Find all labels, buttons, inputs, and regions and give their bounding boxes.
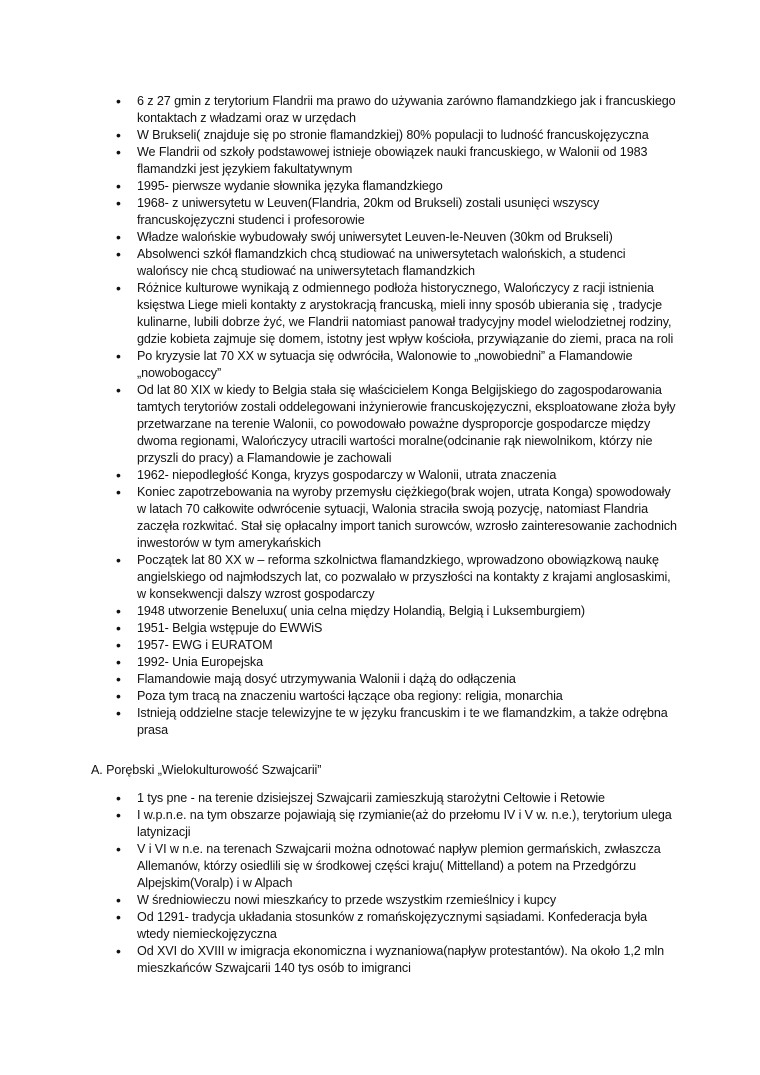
list-item: • Początek lat 80 XX w – reforma szkolnictwa flamandzkiego, wprowadzono obowiązkową naukę angielskiego od najmłodszych lat, co pozwalało w przyszłości na kontakty z krajami anglosaskimi, w konsekwencji dalszy wzrost gospodarczy <box>137 552 677 603</box>
list-item: • Istnieją oddzielne stacje telewizyjne te w języku francuskim i te we flamandzkim, a także odrębna prasa <box>137 705 677 739</box>
list-item: • Od lat 80 XIX w kiedy to Belgia stała się właścicielem Konga Belgijskiego do zagospodarowania tamtych terytoriów zostali oddelegowani inżynierowie francuskojęzyczni, eksploatowane złoża były przetwarzane na terenie Walonii, co powodowało poważne dysproporcje gospodarcze między dwoma regionami, Walończycy utracili wartości moralne(odcinanie rąk niewolnikom, którzy nie przyszli do pracy) a Flamandowie je zachowali <box>137 382 677 467</box>
list-item: • Absolwenci szkół flamandzkich chcą studiować na uniwersytetach walońskich, a studenci walońscy nie chcą studiować na uniwersytetach flamandzkich <box>137 246 677 280</box>
switzerland-bullet-list <box>137 790 677 977</box>
list-item: • Flamandowie mają dosyć utrzymywania Walonii i dążą do odłączenia <box>137 671 677 688</box>
belgium-bullet-list <box>137 93 677 739</box>
list-item: • 1962- niepodległość Konga, kryzys gospodarczy w Walonii, utrata znaczenia <box>137 467 677 484</box>
list-item: • Poza tym tracą na znaczeniu wartości łączące oba regiony: religia, monarchia <box>137 688 677 705</box>
section-heading: A. Porębski „Wielokulturowość Szwajcarii” <box>91 763 322 777</box>
list-item: • Od XVI do XVIII w imigracja ekonomiczna i wyznaniowa(napływ protestantów). Na około 1,2 mln mieszkańców Szwajcarii 140 tys osób to imigranci <box>137 943 677 977</box>
list-item: • Władze walońskie wybudowały swój uniwersytet Leuven-le-Neuven (30km od Brukseli) <box>137 229 677 246</box>
list-item: • Po kryzysie lat 70 XX w sytuacja się odwróciła, Walonowie to „nowobiedni” a Flamandowie „nowobogaccy” <box>137 348 677 382</box>
list-item: • 1995- pierwsze wydanie słownika języka flamandzkiego <box>137 178 677 195</box>
list-item: • 1951- Belgia wstępuje do EWWiS <box>137 620 677 637</box>
list-item: • Różnice kulturowe wynikają z odmiennego podłoża historycznego, Walończycy z racji istnienia księstwa Liege mieli kontakty z arystokracją francuską, mieli inny sposób ubierania się , tradycje kulinarne, lubili dobrze żyć, we Flandrii natomiast panował tradycyjny model wielodzietnej rodziny, gdzie kobieta zajmuje się domem, istotny jest wpływ kościoła, przywiązanie do ziemi, praca na roli <box>137 280 677 348</box>
list-item: • 1968- z uniwersytetu w Leuven(Flandria, 20km od Brukseli) zostali usunięci wszyscy francuskojęzyczni studenci i profesorowie <box>137 195 677 229</box>
list-item: • 1948 utworzenie Beneluxu( unia celna między Holandią, Belgią i Luksemburgiem) <box>137 603 677 620</box>
list-item: • 1 tys pne - na terenie dzisiejszej Szwajcarii zamieszkują starożytni Celtowie i Retowie <box>137 790 677 807</box>
list-item: • Od 1291- tradycja układania stosunków z romańskojęzycznymi sąsiadami. Konfederacja była wtedy niemieckojęzyczna <box>137 909 677 943</box>
list-item: • W średniowieczu nowi mieszkańcy to przede wszystkim rzemieślnicy i kupcy <box>137 892 677 909</box>
list-item: • 6 z 27 gmin z terytorium Flandrii ma prawo do używania zarówno flamandzkiego jak i francuskiego kontaktach z władzami oraz w urzędach <box>137 93 677 127</box>
list-item: • We Flandrii od szkoły podstawowej istnieje obowiązek nauki francuskiego, w Walonii od 1983 flamandzki jest językiem fakultatywnym <box>137 144 677 178</box>
list-item: • I w.p.n.e. na tym obszarze pojawiają się rzymianie(aż do przełomu IV i V w. n.e.), terytorium ulega latynizacji <box>137 807 677 841</box>
list-item: • W Brukseli( znajduje się po stronie flamandzkiej) 80% populacji to ludność francuskojęzyczna <box>137 127 677 144</box>
list-item: • V i VI w n.e. na terenach Szwajcarii można odnotować napływ plemion germańskich, zwłaszcza Allemanów, którzy osiedlili się w środkowej części kraju( Mittelland) a potem na Przedgórzu Alpejskim(Voralp) i w Alpach <box>137 841 677 892</box>
list-item: • Koniec zapotrzebowania na wyroby przemysłu ciężkiego(brak wojen, utrata Konga) spowodowały w latach 70 całkowite odwrócenie sytuacji, Walonia straciła swoją pozycję, natomiast Flandria zaczęła rozkwitać. Stał się opłacalny import tanich surowców, wzrosło zainteresowanie zachodnich inwestorów w tym amerykańskich <box>137 484 677 552</box>
list-item: • 1992- Unia Europejska <box>137 654 677 671</box>
list-item: • 1957- EWG i EURATOM <box>137 637 677 654</box>
